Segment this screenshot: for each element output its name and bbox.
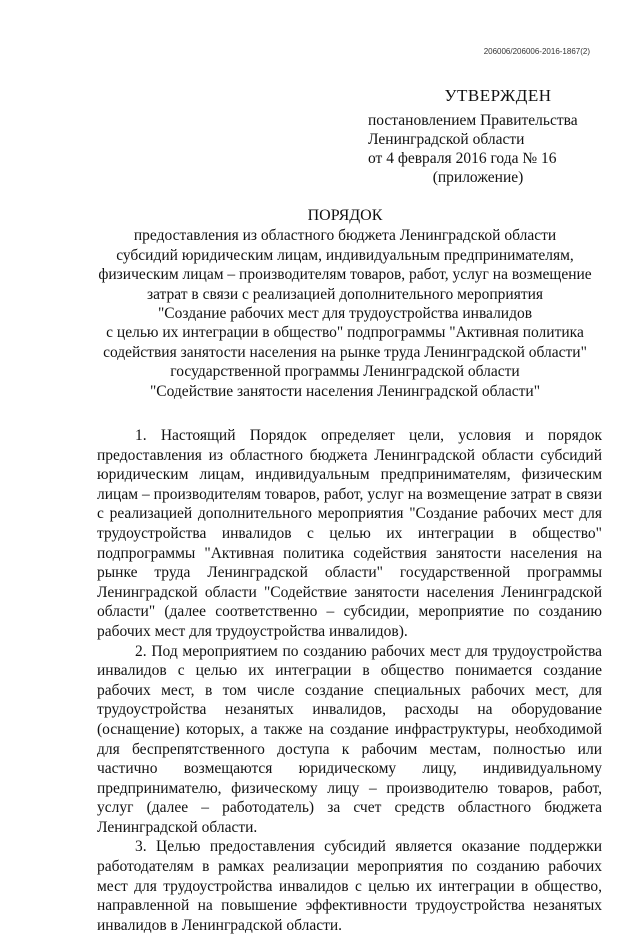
document-title: ПОРЯДОК bbox=[307, 207, 383, 224]
approval-line: от 4 февраля 2016 года № 16 bbox=[368, 150, 557, 167]
approval-heading: УТВЕРЖДЕН bbox=[444, 86, 552, 105]
approval-appendix: (приложение) bbox=[432, 169, 524, 186]
subtitle-line: государственной программы Ленинградской области bbox=[170, 363, 520, 381]
approval-stamp bbox=[368, 86, 598, 187]
subtitle-line: предоставления из областного бюджета Ленинградской области bbox=[133, 227, 557, 245]
approval-line: Ленинградской области bbox=[368, 131, 525, 148]
document-id: 206006/206006-2016-1867(2) bbox=[483, 47, 590, 56]
title-block bbox=[90, 206, 600, 401]
paragraph-2: 2. Под мероприятием по созданию рабочих мест для трудоустройства инвалидов с целью их интеграции в общество понимается создание рабочих мест, в том числе создание специальных рабочих мест, для трудоустройства незанятых инвалидов, расходы на оборудование (оснащение) которых, а также на создание инфраструктуры, необходимой для беспрепятственного доступа к рабочим местам, полностью или частично возмещаются юридическому лицу, индивидуальному предпринимателю, физическому лицу – производителю товаров, работ, услуг (далее – работодатель) за счет средств областного бюджета Ленинградской области. bbox=[97, 642, 602, 836]
subtitle-line: содействия занятости населения на рынке труда Ленинградской области" bbox=[103, 343, 587, 361]
subtitle-line: затрат в связи с реализацией дополнительного мероприятия bbox=[146, 285, 544, 303]
paragraph-3: 3. Целью предоставления субсидий является оказание поддержки работодателям в рамках реализации мероприятия по созданию рабочих мест для трудоустройства инвалидов с целью их интеграции в общество, направленной на повышение эффективности трудоустройства незанятых инвалидов в Ленинградской области. bbox=[97, 838, 602, 934]
subtitle-line: "Создание рабочих мест для трудоустройства инвалидов bbox=[157, 305, 533, 323]
paragraph-1: 1. Настоящий Порядок определяет цели, условия и порядок предоставления из областного бюджета Ленинградской области субсидий юридическим лицам, индивидуальным предпринимателям, физическим лицам – производителям товаров, работ, услуг на возмещение затрат в связи с реализацией дополнительного мероприятия "Создание рабочих мест для трудоустройства инвалидов с целью их интеграции в общество" подпрограммы "Активная политика содействия занятости населения на рынке труда Ленинградской области" государственной программы Ленинградской области "Содействие занятости населения Ленинградской области" (далее соответственно – субсидии, мероприятие по созданию рабочих мест для трудоустройства инвалидов). bbox=[97, 427, 602, 640]
subtitle-line: "Содействие занятости населения Ленинградской области" bbox=[149, 382, 541, 400]
subtitle-line: с целью их интеграции в общество" подпрограммы "Активная политика bbox=[106, 324, 584, 342]
subtitle-line: субсидий юридическим лицам, индивидуальным предпринимателям, bbox=[116, 246, 574, 264]
subtitle-line: физическим лицам – производителям товаров, работ, услуг на возмещение bbox=[98, 266, 592, 284]
approval-line: постановлением Правительства bbox=[368, 112, 578, 129]
document-body bbox=[97, 426, 602, 935]
